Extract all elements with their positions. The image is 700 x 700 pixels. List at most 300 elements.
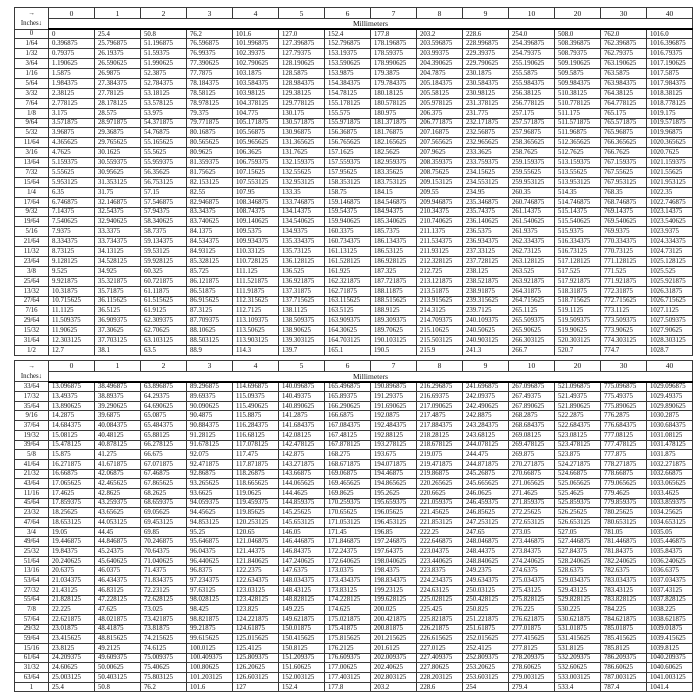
mm-value-cell: 36.909375 (95, 316, 141, 326)
mm-value-cell: 514.746875 (555, 197, 601, 207)
mm-value-cell: 240.903125 (463, 336, 509, 346)
mm-value-cell: 92.471875 (187, 459, 233, 469)
mm-value-cell: 146.446875 (279, 537, 325, 547)
mm-value-cell: 512.7625 (555, 148, 601, 158)
mm-value-cell: 18.653125 (49, 518, 95, 528)
mm-value-cell: 161.528125 (325, 256, 371, 266)
mm-value-cell: 529.034375 (555, 576, 601, 586)
mm-value-cell: 159.54375 (325, 207, 371, 217)
mm-value-cell: 117.078125 (233, 440, 279, 450)
millimeters-header: Millimeters (49, 19, 693, 30)
inches-axis-label: Inches↓ (20, 372, 43, 380)
unit-header-row (15, 371, 693, 382)
mm-value-cell: 68.2625 (141, 488, 187, 498)
mm-value-cell: 774.7 (601, 346, 647, 356)
mm-value-cell: 526.653125 (555, 518, 601, 528)
mm-value-cell: 263.921875 (509, 276, 555, 286)
mm-value-cell: 510.778125 (555, 98, 601, 108)
mm-value-cell: 51.196875 (141, 39, 187, 49)
mm-value-cell: 50.8 (95, 682, 141, 692)
mm-value-cell: 279.003125 (509, 673, 555, 683)
mm-value-cell: 91.678125 (187, 440, 233, 450)
mm-value-cell: 187.325 (371, 266, 417, 276)
mm-value-cell: 269.478125 (509, 440, 555, 450)
inch-fraction-label: 23/64 (15, 256, 49, 266)
mm-value-cell: 137.715625 (279, 296, 325, 306)
mm-value-cell: 225.425 (417, 605, 463, 615)
mm-value-cell: 248.046875 (463, 537, 509, 547)
column-header-30: 30 (601, 360, 647, 371)
mm-value-cell: 530.621875 (555, 614, 601, 624)
mm-value-cell: 179.3875 (371, 69, 417, 79)
mm-value-cell: 7.14375 (49, 207, 95, 217)
mm-value-cell: 1039.01875 (647, 624, 693, 634)
mm-value-cell: 85.328125 (187, 256, 233, 266)
mm-value-cell: 509.5875 (555, 69, 601, 79)
column-header-20: 20 (555, 8, 601, 19)
mm-value-cell: 780.25625 (601, 508, 647, 518)
right-arrow-icon: → (28, 9, 35, 17)
mm-value-cell: 273.84375 (509, 547, 555, 557)
mm-value-cell: 232.56875 (463, 128, 509, 138)
mm-value-cell: 171.053125 (325, 518, 371, 528)
table-row (15, 39, 693, 49)
mm-value-cell: 1020.7625 (647, 148, 693, 158)
mm-value-cell: 37.703125 (95, 336, 141, 346)
mm-value-cell: 229.39375 (463, 49, 509, 59)
mm-value-cell: 210.34375 (417, 207, 463, 217)
mm-value-cell: 271.4625 (509, 488, 555, 498)
mm-value-cell: 116.68125 (233, 430, 279, 440)
mm-value-cell: 66.675 (141, 450, 187, 460)
mm-value-cell: 85.725 (187, 266, 233, 276)
inch-fraction-label: 21/64 (15, 237, 49, 247)
mm-value-cell: 244.078125 (463, 440, 509, 450)
mm-value-cell: 237.728125 (463, 256, 509, 266)
mm-value-cell: 1033.4625 (647, 488, 693, 498)
mm-value-cell: 182.165625 (371, 138, 417, 148)
mm-value-cell: 23.8125 (49, 643, 95, 653)
mm-value-cell: 240.109375 (463, 316, 509, 326)
mm-value-cell: 1037.034375 (647, 576, 693, 586)
mm-value-cell: 111.91875 (233, 286, 279, 296)
mm-value-cell: 230.98125 (463, 88, 509, 98)
mm-value-cell: 138.509375 (279, 316, 325, 326)
mm-value-cell: 223.440625 (417, 556, 463, 566)
mm-value-cell: 201.215625 (371, 634, 417, 644)
mm-value-cell: 252.809375 (463, 653, 509, 663)
mm-value-cell: 63.103125 (141, 336, 187, 346)
mm-value-cell: 157.95625 (325, 167, 371, 177)
mm-value-cell: 246.85625 (463, 508, 509, 518)
mm-value-cell: 775.096875 (601, 382, 647, 392)
inch-fraction-label: 45/64 (15, 498, 49, 508)
mm-value-cell: 511.571875 (555, 118, 601, 128)
table-row (15, 469, 693, 479)
mm-value-cell: 17.859375 (49, 498, 95, 508)
mm-value-cell: 133.746875 (279, 197, 325, 207)
mm-value-cell: 2.778125 (49, 98, 95, 108)
mm-value-cell: 136.921875 (279, 276, 325, 286)
mm-value-cell: 90.884375 (187, 421, 233, 431)
mm-value-cell: 107.553125 (233, 177, 279, 187)
mm-value-cell: 173.434375 (325, 576, 371, 586)
table-row (15, 547, 693, 557)
mm-value-cell: 522.684375 (555, 421, 601, 431)
mm-value-cell: 170.259375 (325, 498, 371, 508)
mm-value-cell: 269.08125 (509, 430, 555, 440)
table-row (15, 276, 693, 286)
mm-value-cell: 145.25625 (279, 508, 325, 518)
inch-fraction-label: 7/8 (15, 605, 49, 615)
mm-value-cell: 67.071875 (141, 459, 187, 469)
table-row (15, 187, 693, 197)
mm-value-cell: 1026.31875 (647, 286, 693, 296)
mm-value-cell: 117.871875 (233, 459, 279, 469)
mm-value-cell: 5.159375 (49, 158, 95, 168)
right-arrow-icon: → (28, 362, 35, 370)
mm-value-cell: 22.225 (49, 605, 95, 615)
mm-value-cell: 115.09375 (233, 392, 279, 402)
mm-value-cell: 45.24375 (95, 547, 141, 557)
mm-value-cell: 154.384375 (325, 78, 371, 88)
mm-value-cell: 1038.621875 (647, 614, 693, 624)
mm-value-cell: 56.35625 (141, 167, 187, 177)
mm-value-cell: 267.890625 (509, 401, 555, 411)
mm-value-cell: 114.3 (233, 346, 279, 356)
mm-value-cell: 238.91875 (463, 286, 509, 296)
column-header-10: 10 (509, 8, 555, 19)
mm-value-cell: 779.065625 (601, 479, 647, 489)
mm-value-cell: 66.278125 (141, 440, 187, 450)
mm-value-cell: 119.459375 (233, 498, 279, 508)
mm-value-cell: 254.79375 (509, 49, 555, 59)
mm-value-cell: 278.60625 (509, 663, 555, 673)
mm-value-cell: 528.240625 (555, 556, 601, 566)
mm-value-cell: 9.128125 (49, 256, 95, 266)
mm-value-cell: 1033.859375 (647, 498, 693, 508)
mm-value-cell: 1036.6375 (647, 566, 693, 576)
mm-value-cell: 41.671875 (95, 459, 141, 469)
mm-value-cell: 57.546875 (141, 197, 187, 207)
mm-value-cell: 45.640625 (95, 556, 141, 566)
mm-value-cell: 209.946875 (417, 197, 463, 207)
mm-value-cell: 134.9375 (279, 227, 325, 237)
mm-value-cell: 79.771875 (187, 118, 233, 128)
mm-value-cell: 144.859375 (279, 498, 325, 508)
mm-value-cell: 13.890625 (49, 401, 95, 411)
column-header-8: 8 (417, 8, 463, 19)
mm-value-cell: 75.803125 (141, 673, 187, 683)
mm-value-cell: 1.5875 (49, 69, 95, 79)
mm-value-cell: 128.984375 (279, 78, 325, 88)
mm-value-cell: 9.921875 (49, 276, 95, 286)
mm-value-cell: 38.496875 (95, 382, 141, 392)
mm-value-cell: 783.034375 (601, 576, 647, 586)
mm-value-cell: 40.084375 (95, 421, 141, 431)
mm-value-cell: 524.66875 (555, 469, 601, 479)
table-row (15, 227, 693, 237)
mm-value-cell: 777.478125 (601, 440, 647, 450)
mm-value-cell: 1018.778125 (647, 98, 693, 108)
mm-value-cell: 123.428125 (233, 595, 279, 605)
mm-value-cell: 261.540625 (509, 217, 555, 227)
mm-value-cell: 772.715625 (601, 296, 647, 306)
mm-value-cell: 1016.396875 (647, 39, 693, 49)
mm-value-cell: 1041.4 (647, 682, 693, 692)
mm-value-cell: 1028.303125 (647, 336, 693, 346)
mm-value-cell: 773.1125 (601, 306, 647, 316)
mm-value-cell: 215.9 (417, 346, 463, 356)
mm-value-cell: 248.840625 (463, 556, 509, 566)
mm-value-cell: 35.321875 (95, 276, 141, 286)
mm-value-cell: 1016.0 (647, 29, 693, 39)
mm-value-cell: 244.475 (463, 450, 509, 460)
inch-fraction-label: 9/16 (15, 411, 49, 421)
mm-value-cell: 42.465625 (95, 479, 141, 489)
mm-value-cell: 1016.79375 (647, 49, 693, 59)
table-row (15, 118, 693, 128)
mm-value-cell: 226.21875 (417, 624, 463, 634)
mm-value-cell: 257.96875 (509, 128, 555, 138)
mm-value-cell: 105.171875 (233, 118, 279, 128)
mm-value-cell: 520.7 (555, 346, 601, 356)
mm-value-cell: 205.58125 (417, 88, 463, 98)
mm-value-cell: 270.66875 (509, 469, 555, 479)
mm-value-cell: 88.503125 (187, 336, 233, 346)
mm-value-cell: 54.76875 (141, 128, 187, 138)
mm-value-cell: 517.525 (555, 266, 601, 276)
inch-fraction-label: 3/32 (15, 88, 49, 98)
mm-value-cell: 39.290625 (95, 401, 141, 411)
mm-value-cell: 198.4375 (371, 566, 417, 576)
inch-fraction-label: 19/32 (15, 430, 49, 440)
mm-value-cell: 786.60625 (601, 663, 647, 673)
mm-value-cell: 115.490625 (233, 401, 279, 411)
mm-value-cell: 253.20625 (463, 663, 509, 673)
mm-value-cell: 186.53125 (371, 247, 417, 257)
mm-value-cell: 59.53125 (141, 247, 187, 257)
mm-value-cell: 6.35 (49, 187, 95, 197)
mm-value-cell: 1028.7 (647, 346, 693, 356)
table-row (15, 29, 693, 39)
inch-fraction-label: 1/4 (15, 187, 49, 197)
mm-value-cell: 773.90625 (601, 326, 647, 336)
mm-value-cell: 33.3375 (95, 227, 141, 237)
mm-value-cell: 527.05 (555, 527, 601, 537)
mm-value-cell: 11.1125 (49, 306, 95, 316)
mm-value-cell: 16.271875 (49, 459, 95, 469)
mm-value-cell: 137.31875 (279, 286, 325, 296)
mm-value-cell: 248.44375 (463, 547, 509, 557)
header-row (15, 8, 693, 19)
mm-value-cell: 151.60625 (279, 663, 325, 673)
mm-value-cell: 775.49375 (601, 392, 647, 402)
mm-value-cell: 21.43125 (49, 585, 95, 595)
mm-value-cell: 196.05625 (371, 508, 417, 518)
mm-value-cell: 1029.49375 (647, 392, 693, 402)
mm-value-cell: 104.775 (233, 108, 279, 118)
inch-fraction-label: 0 (15, 29, 49, 39)
mm-value-cell: 271.065625 (509, 479, 555, 489)
mm-value-cell: 155.575 (325, 108, 371, 118)
mm-value-cell: 202.803125 (371, 673, 417, 683)
mm-value-cell: 103.1875 (233, 69, 279, 79)
mm-value-cell: 1022.35 (647, 187, 693, 197)
table-row (15, 247, 693, 257)
inch-fraction-label: 1/32 (15, 49, 49, 59)
inch-fraction-label: 59/64 (15, 634, 49, 644)
mm-value-cell: 173.83125 (325, 585, 371, 595)
table-row (15, 450, 693, 460)
mm-value-cell: 185.7375 (371, 227, 417, 237)
mm-value-cell: 107.15625 (233, 167, 279, 177)
inch-fraction-label: 43/64 (15, 479, 49, 489)
mm-value-cell: 232.965625 (463, 138, 509, 148)
mm-value-cell: 46.434375 (95, 576, 141, 586)
mm-value-cell: 1023.14375 (647, 207, 693, 217)
column-header-2: 2 (141, 8, 187, 19)
mm-value-cell: 1023.540625 (647, 217, 693, 227)
mm-value-cell: 166.290625 (325, 401, 371, 411)
mm-value-cell: 257.571875 (509, 118, 555, 128)
mm-value-cell: 261.14375 (509, 207, 555, 217)
mm-value-cell: 52.784375 (141, 78, 187, 88)
mm-value-cell: 529.828125 (555, 595, 601, 605)
mm-value-cell: 163.909375 (325, 316, 371, 326)
mm-value-cell: 148.828125 (279, 595, 325, 605)
mm-value-cell: 146.84375 (279, 547, 325, 557)
mm-value-cell: 52.3875 (141, 69, 187, 79)
mm-value-cell: 63.5 (141, 346, 187, 356)
table-row (15, 286, 693, 296)
mm-value-cell: 58.340625 (141, 217, 187, 227)
mm-value-cell: 514.35 (555, 187, 601, 197)
mm-value-cell: 99.615625 (187, 634, 233, 644)
mm-value-cell: 1027.90625 (647, 326, 693, 336)
mm-value-cell: 24.60625 (49, 663, 95, 673)
mm-value-cell: 518.715625 (555, 296, 601, 306)
mm-value-cell: 149.621875 (279, 614, 325, 624)
inch-fraction-label: 7/16 (15, 306, 49, 316)
mm-value-cell: 35.71875 (95, 286, 141, 296)
inch-fraction-label: 31/64 (15, 336, 49, 346)
mm-value-cell: 31.353125 (95, 177, 141, 187)
mm-value-cell: 95.25 (187, 527, 233, 537)
mm-value-cell: 61.11875 (141, 286, 187, 296)
mm-value-cell: 173.0375 (325, 566, 371, 576)
mm-value-cell: 18.25625 (49, 508, 95, 518)
mm-value-cell: 1017.984375 (647, 78, 693, 88)
table-row (15, 256, 693, 266)
mm-value-cell: 72.628125 (141, 595, 187, 605)
column-header-9: 9 (463, 360, 509, 371)
mm-value-cell: 134.14375 (279, 207, 325, 217)
mm-value-cell: 121.840625 (233, 556, 279, 566)
mm-value-cell: 73.81875 (141, 624, 187, 634)
column-header-3: 3 (187, 360, 233, 371)
mm-value-cell: 50.00625 (95, 663, 141, 673)
mm-value-cell: 100.80625 (187, 663, 233, 673)
mm-value-cell: 178.196875 (371, 39, 417, 49)
mm-value-cell: 217.4875 (417, 411, 463, 421)
mm-value-cell: 78.58125 (187, 88, 233, 98)
mm-value-cell: 513.953125 (555, 177, 601, 187)
table-row (15, 237, 693, 247)
mm-value-cell: 30.559375 (95, 158, 141, 168)
mm-value-cell: 67.865625 (141, 479, 187, 489)
mm-value-cell: 214.709375 (417, 316, 463, 326)
mm-value-cell: 1034.25625 (647, 508, 693, 518)
mm-value-cell: 257.175 (509, 108, 555, 118)
mm-value-cell: 126.603125 (233, 673, 279, 683)
mm-value-cell: 762.396875 (601, 39, 647, 49)
mm-value-cell: 14.684375 (49, 421, 95, 431)
mm-value-cell: 97.234375 (187, 576, 233, 586)
mm-value-cell: 176.2125 (325, 643, 371, 653)
mm-value-cell: 67.46875 (141, 469, 187, 479)
mm-value-cell: 175.815625 (325, 634, 371, 644)
mm-value-cell: 784.621875 (601, 614, 647, 624)
table-row (15, 401, 693, 411)
mm-value-cell: 167.878125 (325, 440, 371, 450)
mm-value-cell: 256.38125 (509, 88, 555, 98)
mm-value-cell: 75.009375 (141, 653, 187, 663)
mm-value-cell: 80.16875 (187, 128, 233, 138)
mm-value-cell: 1025.128125 (647, 256, 693, 266)
mm-value-cell: 236.140625 (463, 217, 509, 227)
table-row (15, 430, 693, 440)
mm-value-cell: 189.309375 (371, 316, 417, 326)
table-row (15, 508, 693, 518)
mm-value-cell: 767.55625 (601, 167, 647, 177)
mm-value-cell: 202.40625 (371, 663, 417, 673)
column-header-40: 40 (647, 8, 693, 19)
mm-value-cell: 123.825 (233, 605, 279, 615)
inch-fraction-label: 3/4 (15, 527, 49, 537)
mm-value-cell: 5.953125 (49, 177, 95, 187)
mm-value-cell: 15.08125 (49, 430, 95, 440)
mm-value-cell: 77.7875 (187, 69, 233, 79)
mm-value-cell: 1018.38125 (647, 88, 693, 98)
mm-value-cell: 1027.509375 (647, 316, 693, 326)
mm-value-cell: 54.371875 (141, 118, 187, 128)
mm-value-cell: 771.921875 (601, 276, 647, 286)
mm-value-cell: 770.334375 (601, 237, 647, 247)
mm-value-cell: 92.075 (187, 450, 233, 460)
mm-value-cell: 41.275 (95, 450, 141, 460)
mm-value-cell: 111.521875 (233, 276, 279, 286)
mm-value-cell: 263.128125 (509, 256, 555, 266)
mm-value-cell: 55.959375 (141, 158, 187, 168)
mm-value-cell: 196.453125 (371, 518, 417, 528)
mm-value-cell: 252.015625 (463, 634, 509, 644)
mm-value-cell: 127.0 (279, 29, 325, 39)
column-header-4: 4 (233, 8, 279, 19)
mm-value-cell: 135.334375 (279, 237, 325, 247)
mm-value-cell: 236.934375 (463, 237, 509, 247)
mm-value-cell: 112.7125 (233, 306, 279, 316)
mm-value-cell: 762.0 (601, 29, 647, 39)
inch-fraction-label: 1/2 (15, 346, 49, 356)
mm-value-cell: 171.45 (325, 527, 371, 537)
mm-value-cell: 82.55 (187, 187, 233, 197)
mm-value-cell: 522.2875 (555, 411, 601, 421)
mm-value-cell: 130.96875 (279, 128, 325, 138)
inch-fraction-label: 17/32 (15, 392, 49, 402)
mm-value-cell: 135.73125 (279, 247, 325, 257)
mm-value-cell: 17.065625 (49, 479, 95, 489)
